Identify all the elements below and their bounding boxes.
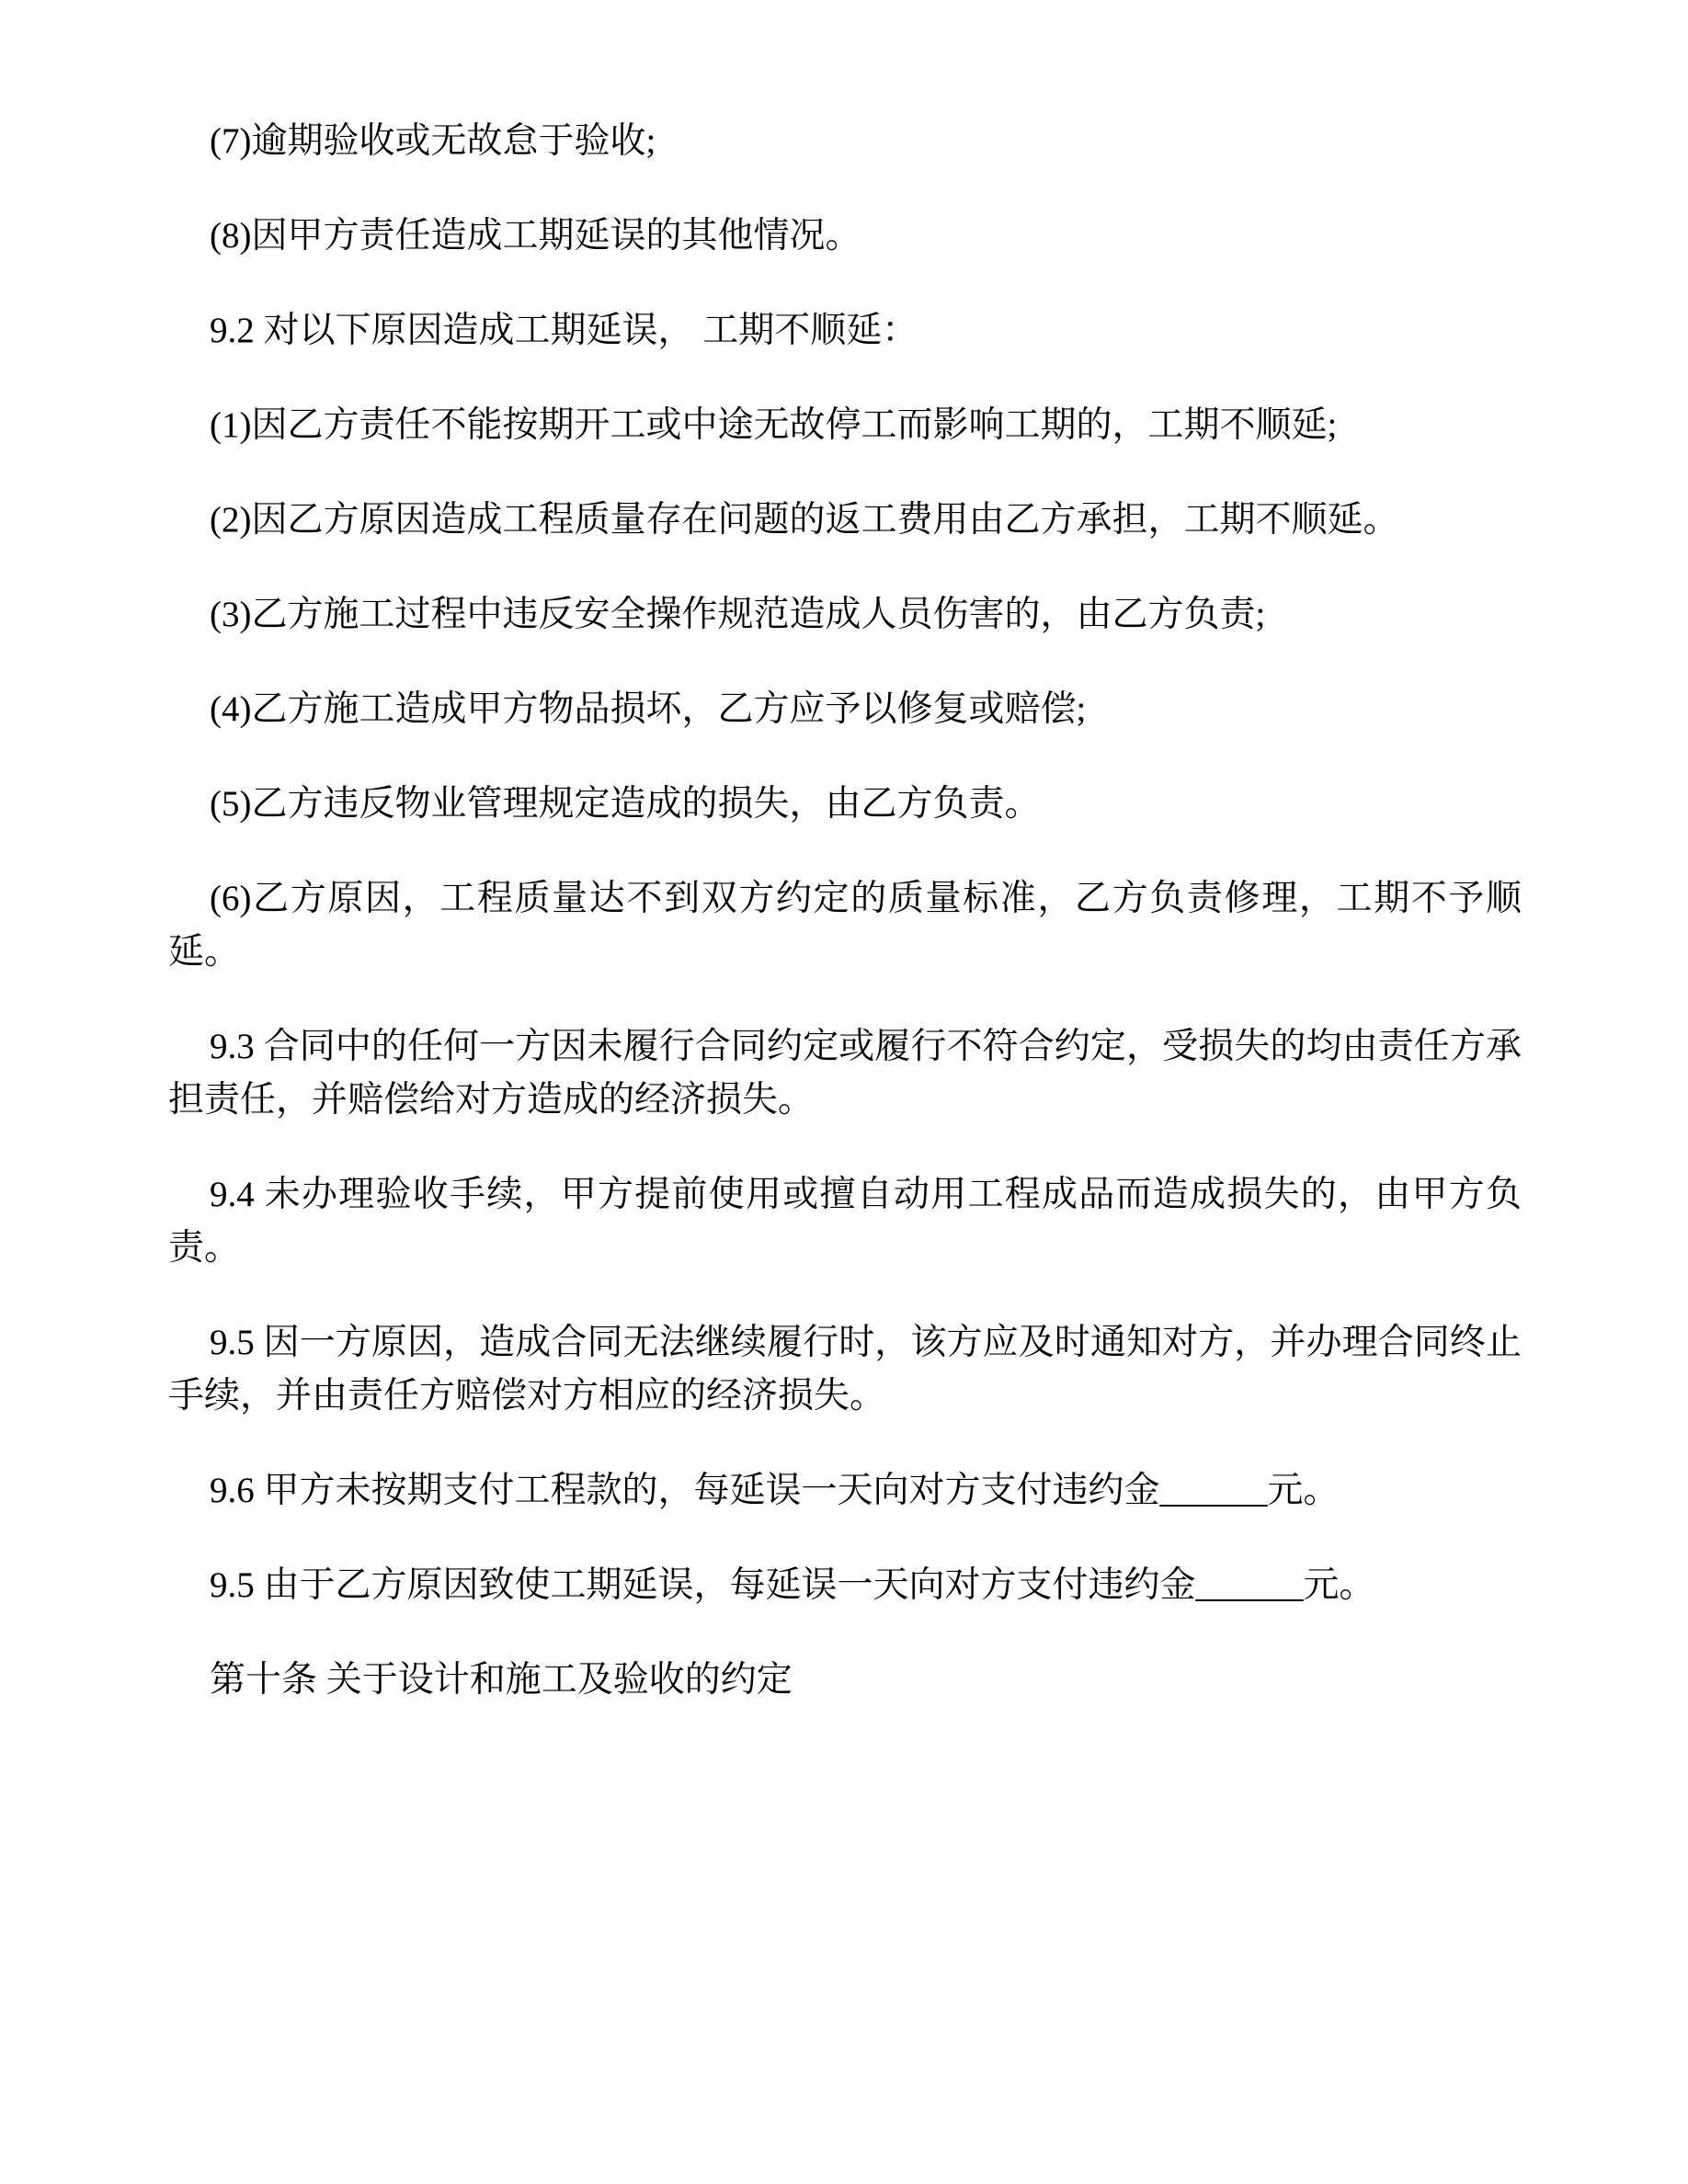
paragraph: 9.4 未办理验收手续，甲方提前使用或擅自动用工程成品而造成损失的，由甲方负责。	[168, 1175, 1522, 1268]
paragraph: 9.2 对以下原因造成工期延误， 工期不顺延：	[210, 311, 918, 350]
document-body	[168, 115, 1522, 1707]
paragraph: (6)乙方原因，工程质量达不到双方约定的质量标准，乙方负责修理，工期不予顺延。	[168, 879, 1522, 972]
paragraph: 9.6 甲方未按期支付工程款的，每延误一天向对方支付违约金______元。	[210, 1471, 1340, 1510]
paragraph: (2)因乙方原因造成工程质量存在问题的返工费用由乙方承担，工期不顺延。	[210, 500, 1399, 540]
paragraph: 9.5 由于乙方原因致使工期延误，每延误一天向对方支付违约金______元。	[210, 1565, 1375, 1605]
paragraph: (1)因乙方责任不能按期开工或中途无故停工而影响工期的，工期不顺延;	[210, 405, 1338, 445]
paragraph: (7)逾期验收或无故怠于验收;	[210, 121, 656, 161]
paragraph: 第十条 关于设计和施工及验收的约定	[210, 1660, 793, 1700]
paragraph: (4)乙方施工造成甲方物品损坏，乙方应予以修复或赔偿;	[210, 689, 1087, 729]
paragraph: 9.5 因一方原因，造成合同无法继续履行时，该方应及时通知对方，并办理合同终止手续，并由责任方赔偿对方相应的经济损失。	[168, 1323, 1522, 1416]
paragraph: (5)乙方违反物业管理规定造成的损失，由乙方负责。	[210, 784, 1041, 824]
paragraph: 9.3 合同中的任何一方因未履行合同约定或履行不符合约定，受损失的均由责任方承担责任，并赔偿给对方造成的经济损失。	[168, 1027, 1522, 1120]
paragraph: (8)因甲方责任造成工期延误的其他情况。	[210, 216, 861, 256]
paragraph: (3)乙方施工过程中违反安全操作规范造成人员伤害的，由乙方负责;	[210, 595, 1266, 634]
